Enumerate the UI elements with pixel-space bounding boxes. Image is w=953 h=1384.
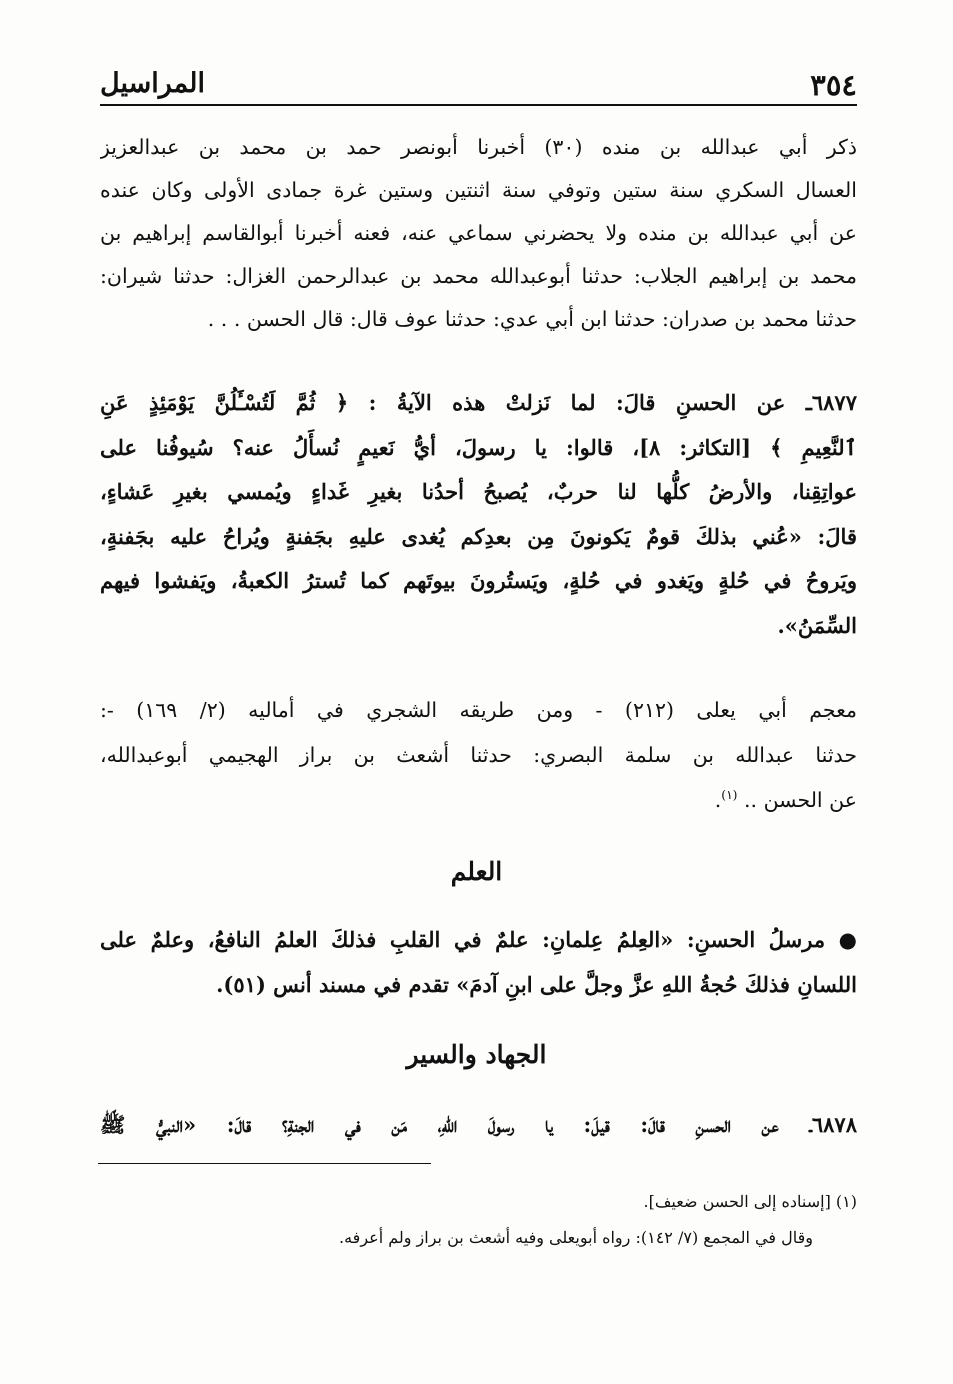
- footnote-marker: (١): [721, 788, 738, 803]
- source-line: حدثنا عبدالله بن سلمة البصري: حدثنا أشعث بن براز الهجيمي أبوعبدالله،: [100, 743, 857, 767]
- hadith-line: ٦٨٧٧ـ عن الحسنِ قالَ: لما نَزلتْ هذه الآيةُ : ﴿ ثُمَّ لَتُسْـَٔلُنَّ يَوْمَئِذٍ عَنِ: [100, 390, 857, 415]
- source-line: عن الحسن .. $^{(١)}$.: [714, 788, 857, 812]
- page-number: ٣٥٤: [810, 68, 857, 102]
- intro-paragraph: [100, 126, 857, 341]
- hadith-line: السِّمَنُ».: [777, 612, 857, 638]
- intro-line: حدثنا محمد بن صدران: حدثنا ابن أبي عدي: حدثنا عوف قال: قال الحسن . . .: [207, 307, 857, 331]
- footnote-1-continuation: وقال في المجمع (٧/ ١٤٢): رواه أبويعلى وفيه أشعث بن براز ولم أعرفه.: [339, 1228, 813, 1247]
- header-rule: [100, 104, 857, 106]
- ilm-line: اللسانِ فذلكَ حُجةُ اللهِ عزَّ وجلَّ على ابنِ آدمَ» تقدم في مسند أنس (٥١).: [216, 971, 857, 997]
- section-heading-ilm: العلم: [450, 857, 503, 886]
- footnote-rule: [98, 1163, 431, 1164]
- ilm-paragraph: [100, 918, 857, 1007]
- source-paragraph: [100, 688, 857, 823]
- hadith-line: ويَروحُ في حُلةٍ ويَغدو في حُلةٍ، ويَستُرونَ بيوتَهم كما تُسترُ الكعبةُ، ويَفشوا فيهم: [100, 568, 857, 594]
- hadith-line: ٦٨٧٨ـ عن الحسنِ قالَ: قيلَ: يا رسولَ اللهِ، مَن في الجنةِ؟ قالَ: «النبيُّ ﷺ: [100, 1112, 857, 1137]
- hadith-line: قالَ: «عُني بذلكَ قومٌ يَكونونَ مِن بعدِكم يُغدى عليهِ بجَفنةٍ ويُراحُ عليه بجَفنةٍ،: [100, 523, 857, 549]
- intro-line: العسال السكري سنة ستين وتوفي سنة اثنتين وستين غرة جمادى الأولى وكان عنده: [100, 178, 857, 202]
- source-line-text: عن الحسن ..: [744, 788, 857, 812]
- intro-line: محمد بن إبراهيم الجلاب: حدثنا أبوعبدالله محمد بن عبدالرحمن الغزال: حدثنا شيران:: [100, 264, 857, 288]
- source-line: معجم أبي يعلى (٢١٢) - ومن طريقه الشجري في أماليه (٢/ ١٦٩) -:: [100, 698, 857, 722]
- ilm-line: ● مرسلُ الحسنِ: «العِلمُ عِلمانِ: علمٌ في القلبِ فذلكَ العلمُ النافعُ، وعلمٌ على: [100, 927, 857, 952]
- intro-line: ذكر أبي عبدالله بن منده (٣٠) أخبرنا أبونصر حمد بن محمد بن عبدالعزيز: [100, 135, 857, 159]
- intro-line: عن أبي عبدالله بن منده ولا يحضرني سماعي عنه، فعنه أخبرنا أبوالقاسم إبراهيم بن: [100, 221, 857, 245]
- footnote-1: (١) [إسناده إلى الحسن ضعيف].: [643, 1192, 857, 1211]
- hadith-6877: [100, 381, 857, 649]
- hadith-line: ٱلنَّعِيمِ ﴾ [التكاثر: ٨]، قالوا: يا رسولَ، أيُّ نَعيمٍ نُسأَلُ عنه؟ سُيوفُنا على: [100, 434, 857, 460]
- page-header: [100, 68, 857, 104]
- section-heading-jihad: الجهاد والسير: [406, 1040, 547, 1069]
- hadith-6878: [100, 1103, 857, 1148]
- running-title: المراسيل: [100, 68, 205, 99]
- hadith-line: عواتِقِنا، والأرضُ كلُّها لنا حربٌ، يُصبحُ أحدُنا بغيرِ غَداءٍ ويُمسي بغيرِ عَشاءٍ،: [100, 479, 857, 505]
